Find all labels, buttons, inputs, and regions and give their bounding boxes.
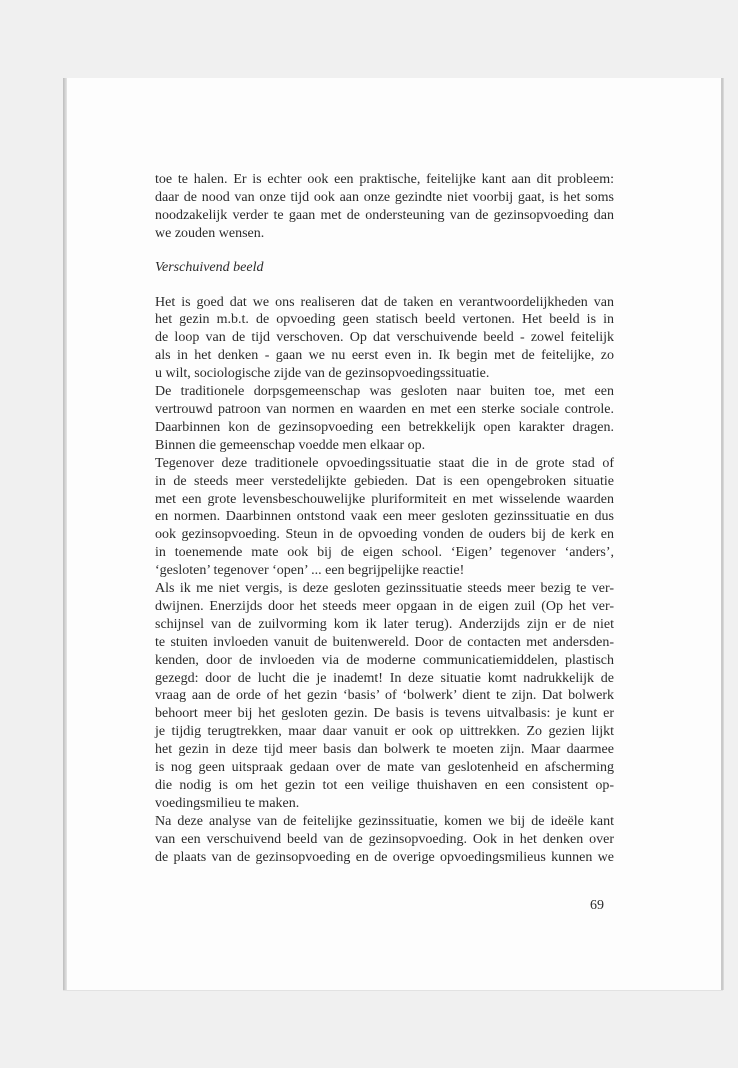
text-line: het gezin m.b.t. de opvoeding geen statisch beeld vertonen. Het beeld is in xyxy=(155,312,614,328)
section-heading: Verschuivend beeld xyxy=(155,259,264,275)
text-line: noodzakelijk verder te gaan met de ondersteuning van de gezinsopvoeding dan xyxy=(155,207,614,223)
text-line: van een verschuivend beeld van de gezinsopvoeding. Ook in het denken over xyxy=(155,831,614,847)
text-line: Na deze analyse van de feitelijke gezinssituatie, komen we bij de ideële kant xyxy=(155,813,614,829)
text-line: in de steeds meer verstedelijkte gebieden. Dat is een opengebroken situatie xyxy=(155,473,614,489)
text-line: het gezin in deze tijd meer basis dan bolwerk te moeten zijn. Maar daarmee xyxy=(155,742,614,758)
text-line: voedingsmilieu te maken. xyxy=(155,795,300,811)
text-line: kenden, door de invloeden via de moderne communicatiemiddelen, plastisch xyxy=(155,652,614,668)
text-line: ook gezinsopvoeding. Steun in de opvoeding vonden de ouders bij de kerk en xyxy=(155,527,614,543)
text-line: vraag aan de orde of het gezin ‘basis’ of ‘bolwerk’ dient te zijn. Dat bolwerk xyxy=(155,688,614,704)
text-line: u wilt, sociologische zijde van de gezinsopvoedingssituatie. xyxy=(155,366,490,382)
text-line: dwijnen. Enerzijds door het steeds meer opgaan in de eigen zuil (Op het ver- xyxy=(155,598,614,614)
text-line: je tijdig terugtrekken, maar daar vanuit er ook op uittrekken. Zo gezien lijkt xyxy=(155,724,614,740)
text-line: die nodig is om het gezin tot een veilige thuishaven en een consistent op- xyxy=(155,778,614,793)
text-line: behoort meer bij het gesloten gezin. De basis is tevens uitvalbasis: je kunt er xyxy=(155,706,614,722)
text-line: is nog geen uitspraak gedaan over de mate van geslotenheid en afscherming xyxy=(155,760,614,776)
page-binding-shadow xyxy=(63,78,67,990)
text-line: Binnen die gemeenschap voedde men elkaar op. xyxy=(155,437,426,453)
text-line: Als ik me niet vergis, is deze gesloten gezinssituatie steeds meer bezig te ver- xyxy=(155,581,614,597)
text-line: in toenemende mate ook bij de eigen school. ‘Eigen’ tegenover ‘anders’, xyxy=(155,545,614,561)
text-line: en normen. Daarbinnen ontstond vaak een meer gesloten gezinssituatie en dus xyxy=(155,509,614,525)
text-line: Het is goed dat we ons realiseren dat de taken en verantwoordelijkheden van xyxy=(155,294,614,310)
text-line: ‘gesloten’ tegenover ‘open’ ... een begrijpelijke reactie! xyxy=(155,563,465,579)
text-line: Tegenover deze traditionele opvoedingssituatie staat die in de grote stad of xyxy=(155,455,614,471)
text-line: de loop van de tijd verschoven. Op dat verschuivende beeld - zowel feitelijk xyxy=(155,330,614,346)
text-line: we zouden wensen. xyxy=(155,225,265,241)
text-line: daar de nood van onze tijd ook aan onze gezindte niet voorbij gaat, is het soms xyxy=(155,189,614,205)
text-line: De traditionele dorpsgemeenschap was gesloten naar buiten toe, met een xyxy=(155,384,614,400)
text-line: als in het denken - gaan we nu eerst even in. Ik begin met de feitelijke, zo xyxy=(155,348,614,364)
page-number: 69 xyxy=(590,898,604,913)
text-line: te stuiten invloeden vanuit de buitenwereld. Door de contacten met andersden- xyxy=(155,634,614,650)
text-line: vertrouwd patroon van normen en waarden en met een sterke sociale controle. xyxy=(155,401,614,417)
text-line: Daarbinnen kon de gezinsopvoeding een betrekkelijk open karakter dragen. xyxy=(155,419,614,435)
text-line: toe te halen. Er is echter ook een praktische, feitelijke kant aan dit probleem: xyxy=(155,172,614,187)
page-text xyxy=(155,171,614,867)
page-edge xyxy=(721,78,723,990)
text-line: gezegd: door de lucht die je inademt! In deze situatie komt nadrukkelijk de xyxy=(155,670,614,686)
text-line: schijnsel van de zuilvorming kom ik later terug). Anderzijds zijn er de niet xyxy=(155,616,614,632)
text-line: de plaats van de gezinsopvoeding en de overige opvoedingsmilieus kunnen we xyxy=(155,849,614,865)
text-line: met een grote levensbeschouwelijke pluriformiteit en met wisselende waarden xyxy=(155,491,614,507)
